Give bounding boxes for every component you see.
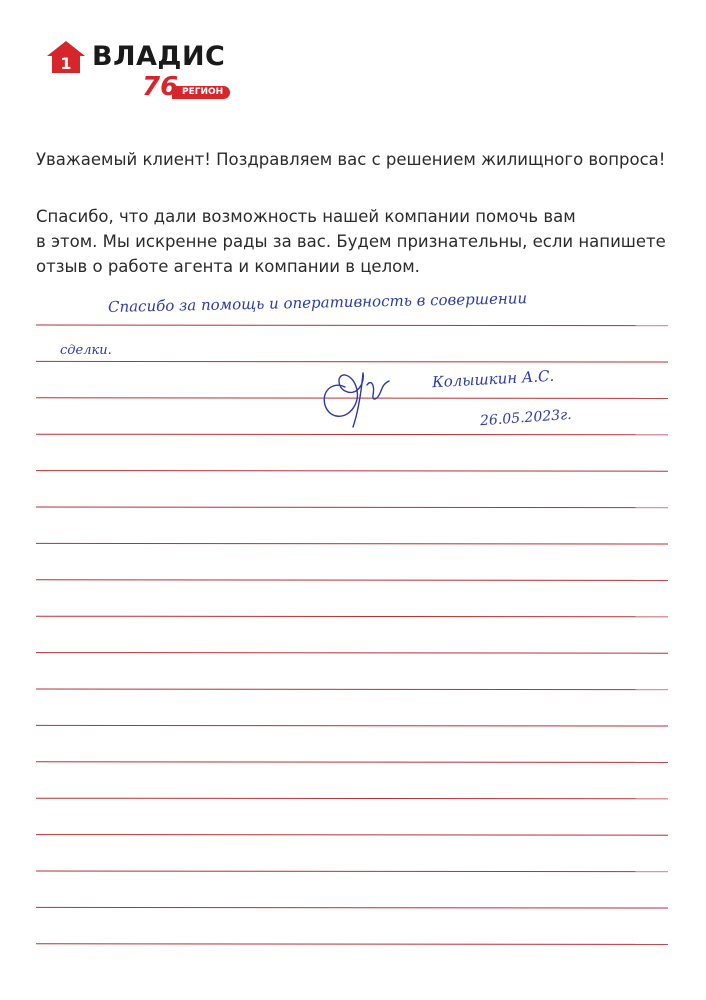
- ruled-line: [36, 361, 668, 362]
- ruled-line: [36, 434, 668, 435]
- ruled-line: [36, 725, 668, 726]
- ruled-line: [36, 944, 668, 945]
- paragraph-line: Спасибо, что дали возможность нашей компании помочь вам: [36, 207, 576, 226]
- ruled-line: [36, 653, 668, 654]
- region-label: РЕГИОН: [172, 86, 230, 99]
- ruled-line: [36, 907, 668, 908]
- ruled-line: [36, 835, 668, 836]
- ruled-line: [36, 762, 668, 763]
- brand-name: ВЛАДИС: [92, 41, 226, 72]
- ruled-line: [36, 543, 668, 544]
- ruled-line: [36, 507, 668, 508]
- house-number: 1: [60, 54, 72, 73]
- signer-name: Колышкин А.С.: [431, 366, 555, 392]
- ruled-line: [36, 580, 668, 581]
- signature-date: 26.05.2023г.: [479, 406, 573, 430]
- handwritten-review-line-1: Спасибо за помощь и оперативность в совершении: [107, 289, 528, 316]
- paragraph-line: отзыв о работе агента и компании в целом.: [36, 257, 420, 276]
- ruled-line: [36, 616, 668, 617]
- ruled-line: [36, 325, 668, 326]
- paragraph-line: в этом. Мы искренне рады за вас. Будем признательны, если напишете: [36, 232, 666, 251]
- region-number: 76: [142, 72, 179, 102]
- ruled-line: [36, 798, 668, 799]
- ruled-line: [36, 871, 668, 872]
- ruled-line: [36, 689, 668, 690]
- greeting-text: Уважаемый клиент! Поздравляем вас с решением жилищного вопроса!: [36, 150, 666, 169]
- handwritten-signature: [315, 365, 415, 430]
- handwritten-review-line-2: сделки.: [60, 343, 112, 358]
- ruled-line: [36, 471, 668, 472]
